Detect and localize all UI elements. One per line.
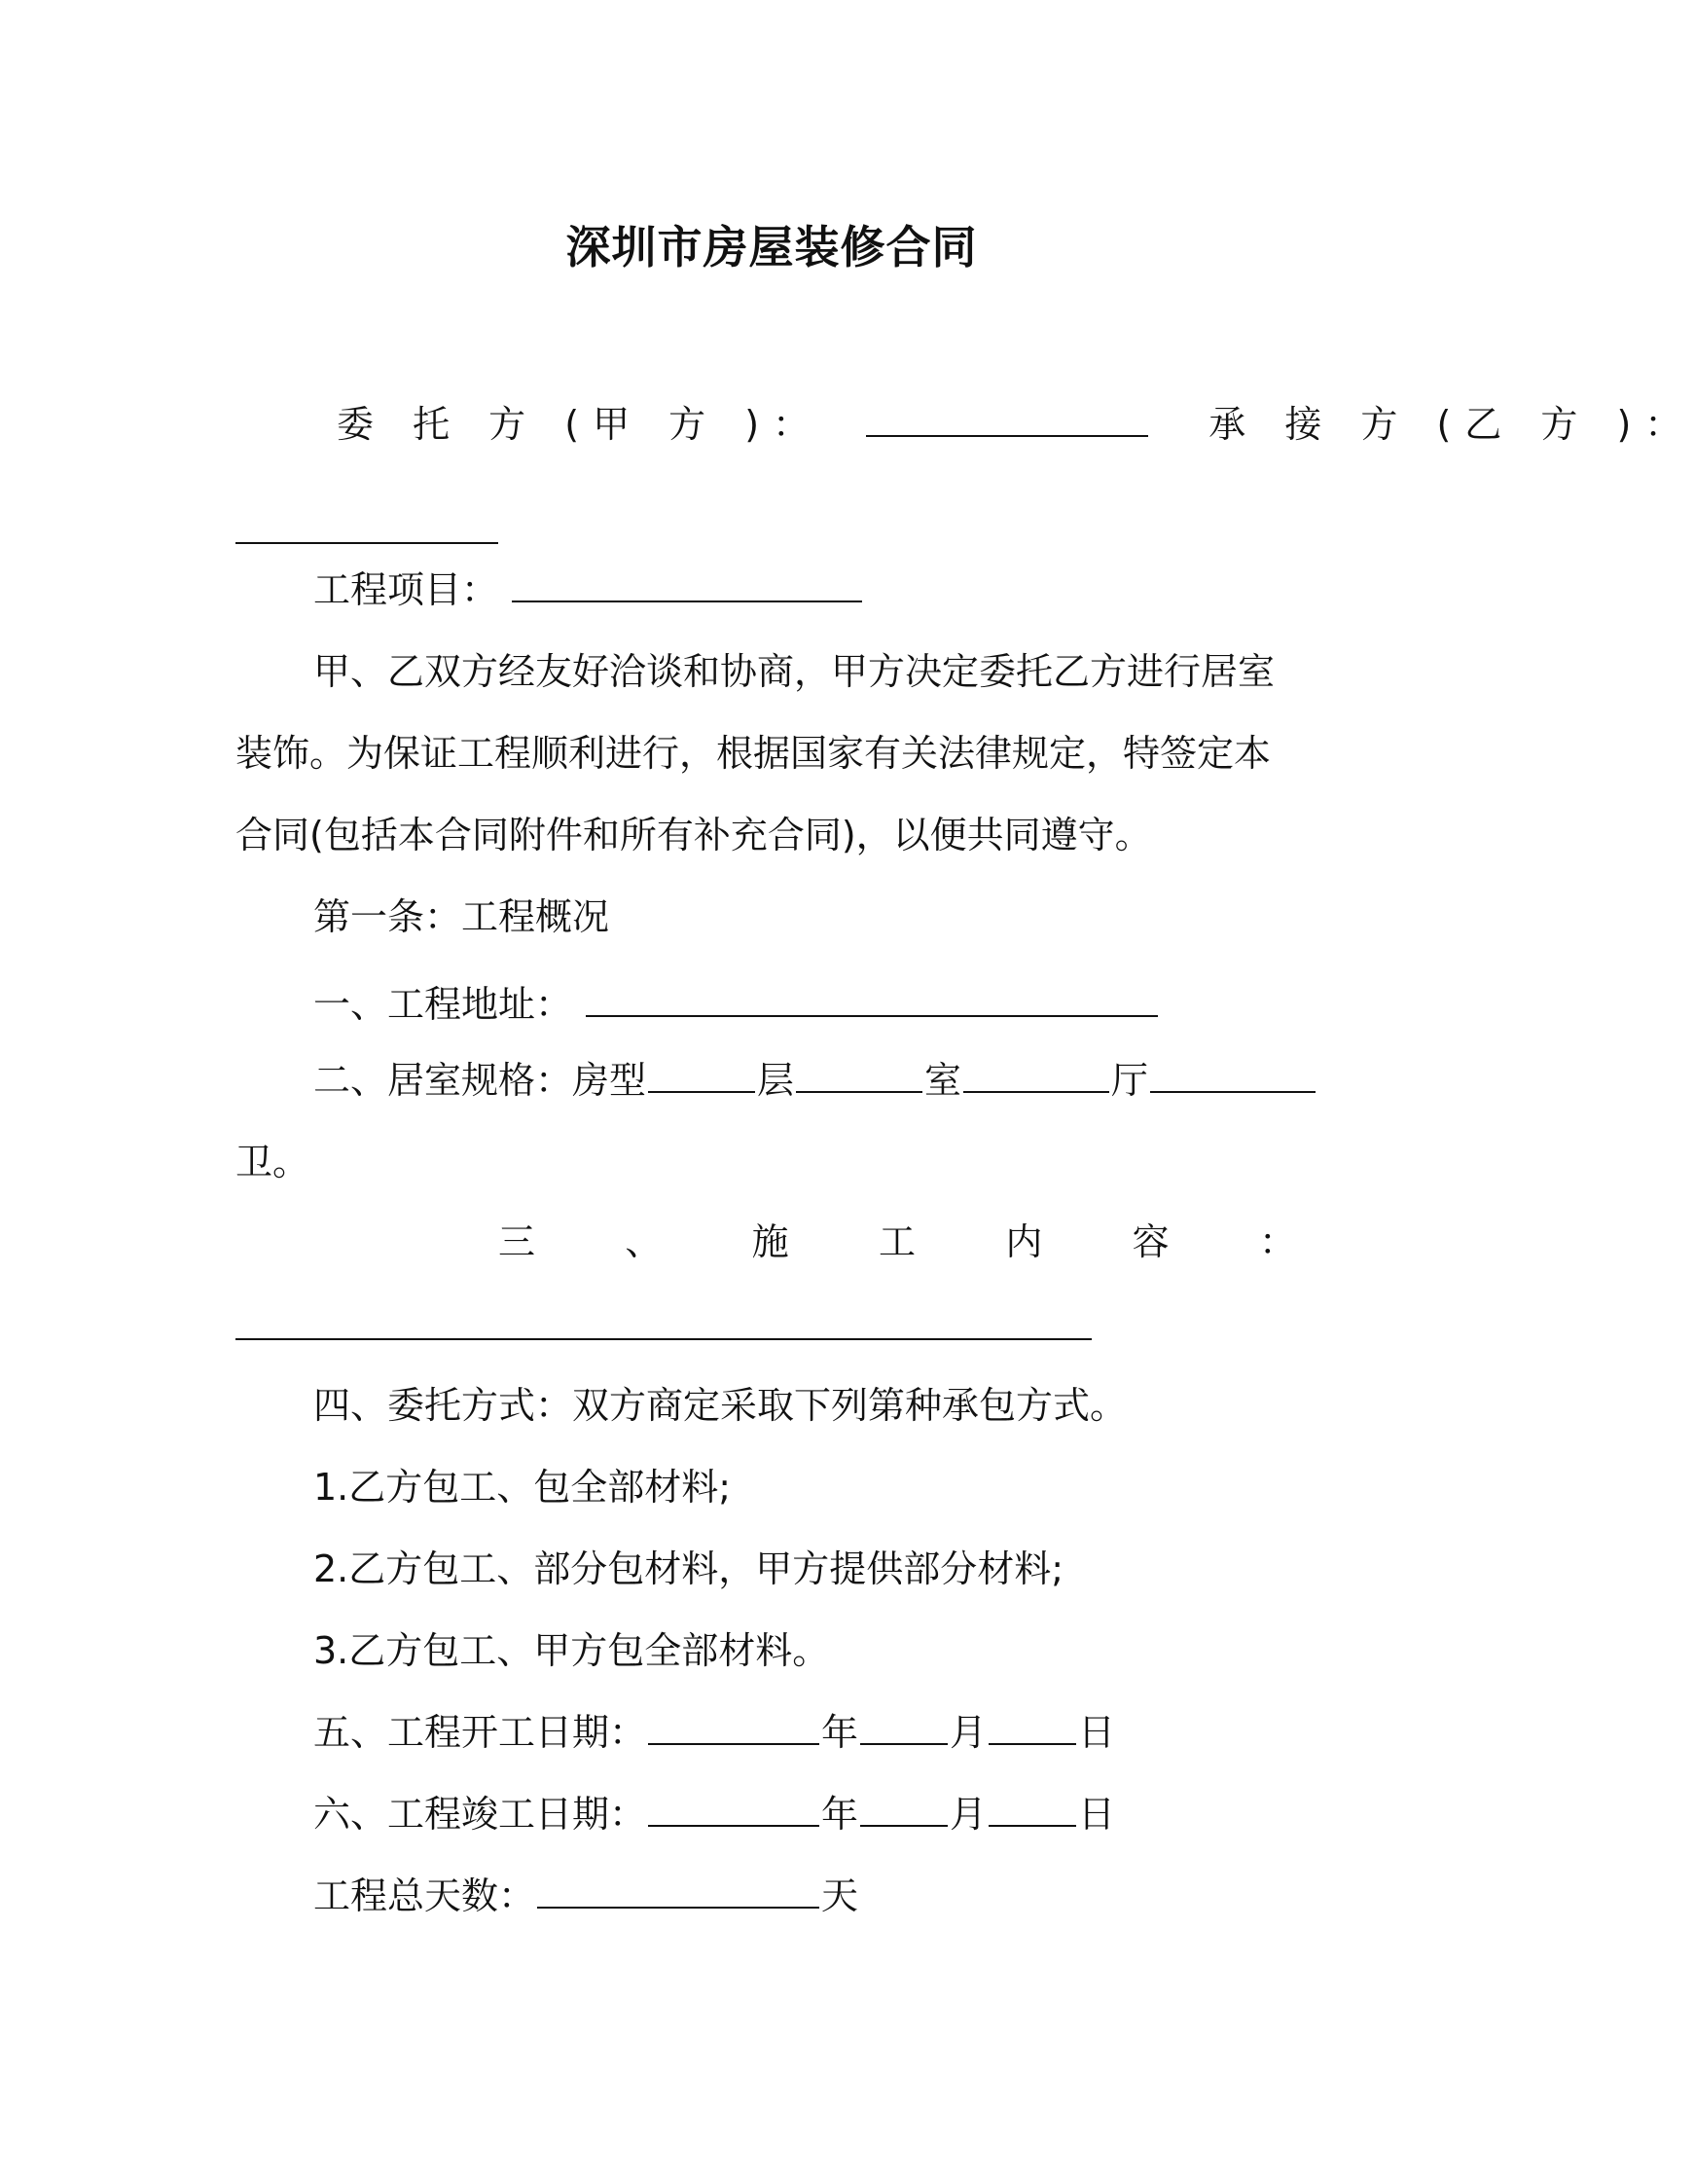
party-a-blank[interactable]	[866, 406, 1148, 437]
option-3: 3.乙方包工、甲方包全部材料。	[313, 1629, 830, 1672]
address-blank[interactable]	[586, 986, 1158, 1017]
total-days-blank[interactable]	[537, 1877, 819, 1909]
start-year-blank[interactable]	[648, 1714, 819, 1745]
year-label: 年	[821, 1793, 859, 1836]
end-month-blank[interactable]	[860, 1796, 948, 1827]
room-spec-label: 二、居室规格：房型	[313, 1059, 647, 1102]
intro-line-1: 甲、乙双方经友好洽谈和协商，甲方决定委托乙方进行居室	[313, 650, 1276, 693]
room-spec-row	[313, 1057, 1317, 1104]
party-b-label: 承 接 方 (乙 方 )：	[1208, 403, 1695, 446]
day-label: 日	[1078, 1793, 1116, 1836]
construction-char: 内	[1005, 1220, 1043, 1263]
room-label: 室	[924, 1059, 962, 1102]
end-date-row	[313, 1791, 1115, 1838]
project-blank[interactable]	[512, 571, 862, 602]
start-month-blank[interactable]	[860, 1714, 948, 1745]
option-2: 2.乙方包工、部分包材料，甲方提供部分材料;	[313, 1547, 1064, 1590]
intro-line-3: 合同(包括本合同附件和所有补充合同)，以便共同遵守。	[235, 814, 1152, 856]
party-b-blank[interactable]	[235, 513, 498, 544]
floor-label: 层	[757, 1059, 795, 1102]
construction-content-row	[498, 1219, 1296, 1265]
end-year-blank[interactable]	[648, 1796, 819, 1827]
bath-label: 卫。	[235, 1141, 310, 1183]
address-row	[313, 981, 1160, 1028]
party-a-label: 委 托 方 (甲 方 )：	[337, 403, 824, 446]
project-row	[313, 566, 864, 613]
total-days-row	[313, 1873, 858, 1919]
page-title: 深圳市房屋装修合同	[565, 221, 978, 273]
day-label: 日	[1078, 1711, 1116, 1754]
room-blank[interactable]	[963, 1062, 1109, 1093]
address-label: 一、工程地址：	[313, 983, 573, 1026]
start-day-blank[interactable]	[989, 1714, 1076, 1745]
year-label: 年	[821, 1711, 859, 1754]
intro-line-2: 装饰。为保证工程顺利进行，根据国家有关法律规定，特签定本	[235, 732, 1272, 775]
end-day-blank[interactable]	[989, 1796, 1076, 1827]
hall-label: 厅	[1111, 1059, 1149, 1102]
hall-blank[interactable]	[1150, 1062, 1316, 1093]
construction-content-blank[interactable]	[235, 1309, 1092, 1340]
month-label: 月	[950, 1793, 988, 1836]
construction-char: ：	[1258, 1220, 1296, 1263]
days-unit: 天	[821, 1875, 859, 1917]
room-type-blank[interactable]	[648, 1062, 755, 1093]
start-date-row	[313, 1709, 1115, 1756]
project-label: 工程项目：	[313, 568, 499, 611]
party-b-blank-row	[235, 508, 500, 555]
option-1: 1.乙方包工、包全部材料;	[313, 1466, 732, 1509]
commission-line: 四、委托方式：双方商定采取下列第种承包方式。	[313, 1384, 1128, 1427]
party-row	[337, 401, 1695, 448]
month-label: 月	[950, 1711, 988, 1754]
construction-blank-row	[235, 1304, 1094, 1351]
end-date-label: 六、工程竣工日期：	[313, 1793, 647, 1836]
article-one-heading: 第一条：工程概况	[313, 895, 610, 938]
construction-char: 施	[751, 1220, 789, 1263]
construction-char: 容	[1132, 1220, 1170, 1263]
construction-char: 工	[878, 1220, 916, 1263]
start-date-label: 五、工程开工日期：	[313, 1711, 647, 1754]
construction-char: 、	[625, 1220, 663, 1263]
floor-blank[interactable]	[796, 1062, 922, 1093]
total-days-label: 工程总天数：	[313, 1875, 536, 1917]
construction-char: 三	[498, 1220, 536, 1263]
